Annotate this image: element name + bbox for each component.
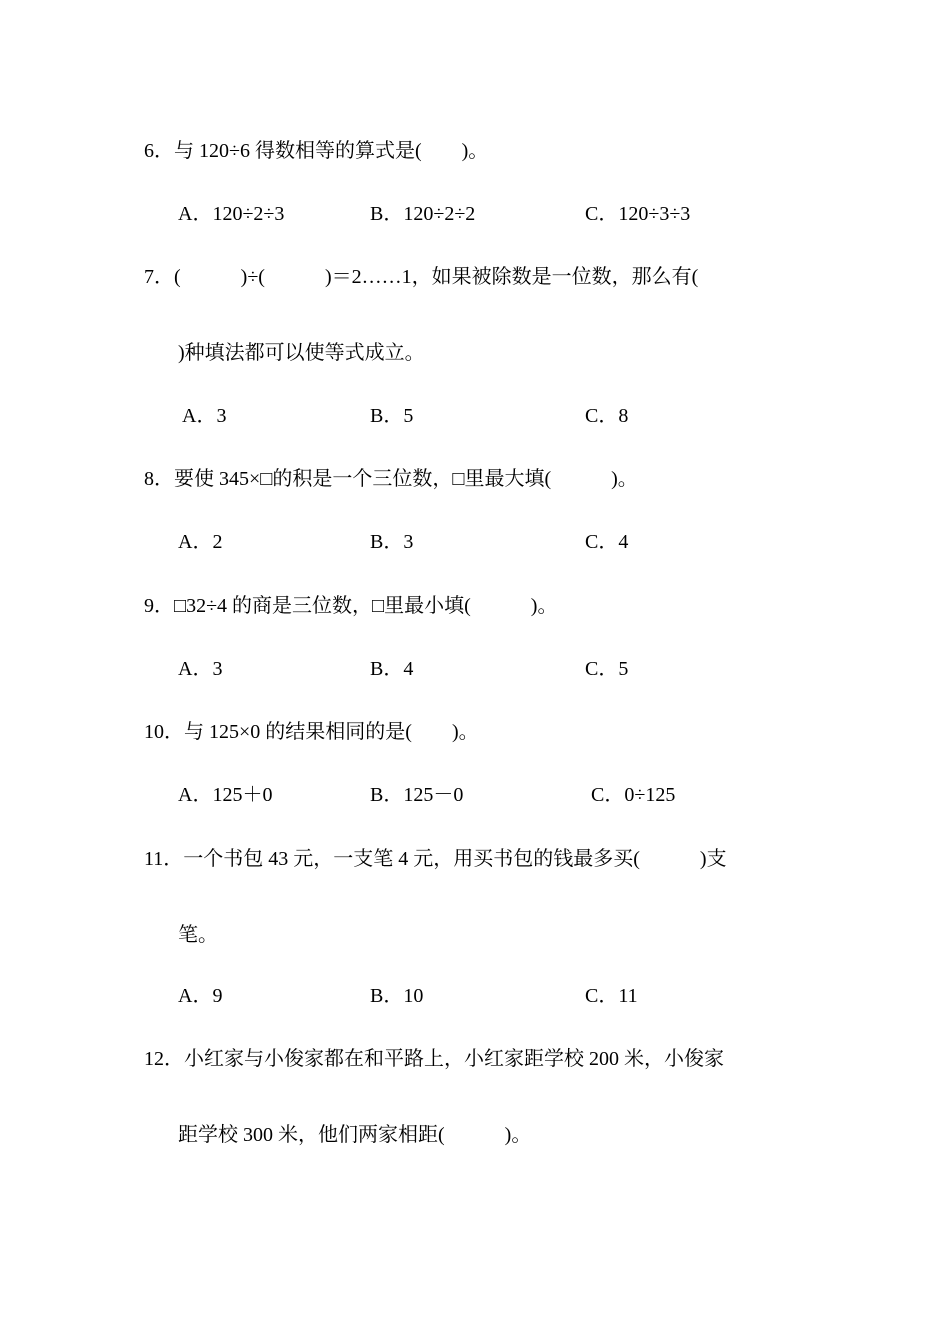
question-10-option-a[interactable]: A．125＋0 — [178, 784, 273, 806]
question-10-text: 10．与 125×0 的结果相同的是( )。 — [144, 721, 479, 743]
question-9-option-c[interactable]: C．5 — [585, 658, 629, 680]
question-10-option-c[interactable]: C．0÷125 — [591, 784, 676, 806]
question-7-option-b[interactable]: B．5 — [370, 405, 414, 427]
question-7-text-line-1: 7．( )÷( )＝2……1，如果被除数是一位数，那么有( — [144, 266, 699, 288]
question-10-option-b[interactable]: B．125－0 — [370, 784, 464, 806]
question-8-text: 8．要使 345×□的积是一个三位数，□里最大填( )。 — [144, 468, 638, 490]
question-12-text-line-1: 12．小红家与小俊家都在和平路上，小红家距学校 200 米，小俊家 — [144, 1048, 724, 1070]
question-9-option-a[interactable]: A．3 — [178, 658, 223, 680]
question-6-option-a[interactable]: A．120÷2÷3 — [178, 203, 285, 225]
question-11-text-line-2: 笔。 — [178, 924, 218, 946]
question-8-option-a[interactable]: A．2 — [178, 531, 223, 553]
question-11-option-a[interactable]: A．9 — [178, 985, 223, 1007]
question-7-option-c[interactable]: C．8 — [585, 405, 629, 427]
question-11-option-c[interactable]: C．11 — [585, 985, 638, 1007]
question-11-option-b[interactable]: B．10 — [370, 985, 424, 1007]
question-8-option-b[interactable]: B．3 — [370, 531, 414, 553]
question-9-text: 9．□32÷4 的商是三位数，□里最小填( )。 — [144, 595, 558, 617]
question-7-text-line-2: )种填法都可以使等式成立。 — [178, 342, 425, 364]
question-9-option-b[interactable]: B．4 — [370, 658, 414, 680]
question-6-text: 6．与 120÷6 得数相等的算式是( )。 — [144, 140, 489, 162]
question-6-option-c[interactable]: C．120÷3÷3 — [585, 203, 691, 225]
question-11-text-line-1: 11．一个书包 43 元，一支笔 4 元，用买书包的钱最多买( )支 — [144, 848, 727, 870]
question-8-option-c[interactable]: C．4 — [585, 531, 629, 553]
question-7-option-a[interactable]: A．3 — [182, 405, 227, 427]
question-6-option-b[interactable]: B．120÷2÷2 — [370, 203, 476, 225]
question-12-text-line-2: 距学校 300 米，他们两家相距( )。 — [178, 1124, 532, 1146]
